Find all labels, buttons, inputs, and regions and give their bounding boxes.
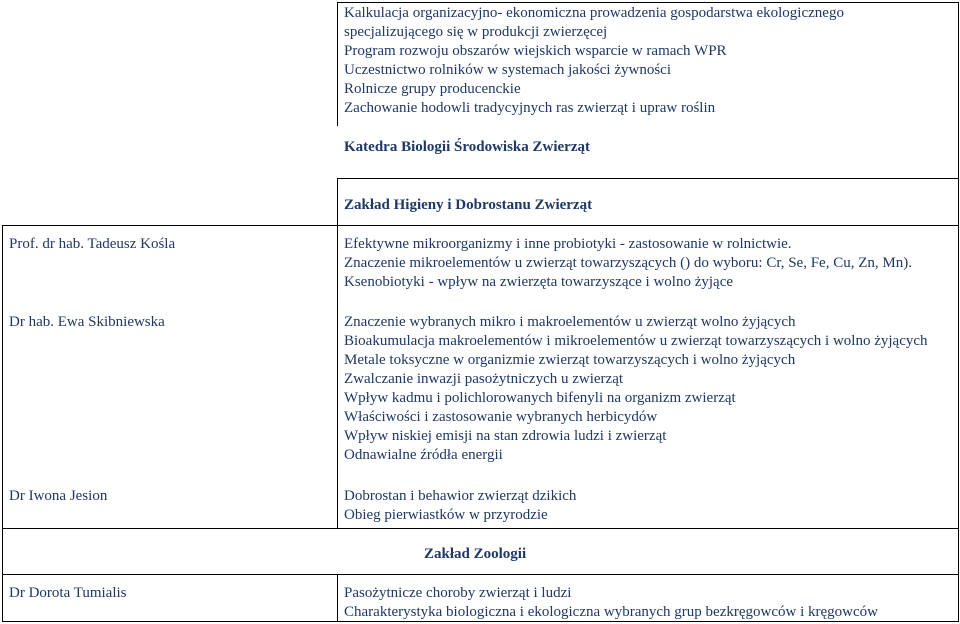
border-top-left: [337, 2, 338, 126]
list-item: Efektywne mikroorganizmy i inne probiotyki - zastosowanie w rolnictwie.: [344, 236, 792, 252]
topic-list-skibniewska: [344, 313, 952, 465]
list-item: Bioakumulacja makroelementów i mikroelementów u zwierząt towarzyszących i wolno żyjących: [344, 333, 928, 349]
list-item: Pasożytnicze choroby zwierząt i ludzi: [344, 585, 572, 601]
list-item: Obieg pierwiastków w przyrodzie: [344, 507, 548, 523]
list-item: Znaczenie mikroelementów u zwierząt towarzyszących () do wyboru: Cr, Se, Fe, Cu, Zn, Mn).: [344, 255, 912, 271]
list-item: Zachowanie hodowli tradycyjnych ras zwierząt i upraw roślin: [344, 100, 716, 116]
zaklad-zoologii-heading: Zakład Zoologii: [424, 546, 527, 562]
list-item: Wpływ kadmu i polichlorowanych bifenyli na organizm zwierząt: [344, 390, 736, 406]
border-katedra-bottom: [337, 178, 958, 179]
border-header-row-bottom: [2, 225, 958, 226]
list-item: Ksenobiotyki - wpływ na zwierzęta towarzyszące i wolno żyjące: [344, 274, 734, 290]
border-staff-bottom: [2, 528, 958, 529]
list-item: Rolnicze grupy producenckie: [344, 81, 521, 97]
list-item: specjalizującego się w produkcji zwierzęcej: [344, 24, 608, 40]
list-item: Metale toksyczne w organizmie zwierząt towarzyszących i wolno żyjących: [344, 352, 796, 368]
list-item: Program rozwoju obszarów wiejskich wsparcie w ramach WPR: [344, 43, 727, 59]
list-item: Zwalczanie inwazji pasożytniczych u zwierząt: [344, 371, 624, 387]
list-item: Kalkulacja organizacyjno- ekonomiczna prowadzenia gospodarstwa ekologicznego: [344, 5, 844, 21]
topic-list-tumialis: [344, 584, 956, 622]
border-left: [2, 225, 3, 622]
staff-name-skibniewska: Dr hab. Ewa Skibniewska: [9, 314, 165, 330]
topic-list-kosla: [344, 235, 952, 292]
staff-name-kosla: Prof. dr hab. Tadeusz Kośla: [9, 236, 176, 252]
list-item: Właściwości i zastosowanie wybranych herbicydów: [344, 409, 658, 425]
list-item: Uczestnictwo rolników w systemach jakości żywności: [344, 62, 672, 78]
border-column-divider: [337, 225, 338, 528]
list-item: Charakterystyka biologiczna i ekologiczna wybranych grup bezkręgowców i kręgowców: [344, 604, 878, 620]
border-top: [337, 2, 958, 3]
katedra-heading: Katedra Biologii Środowiska Zwierząt: [344, 139, 590, 155]
border-zoologia-header-bottom: [2, 574, 958, 575]
staff-name-tumialis: Dr Dorota Tumialis: [9, 585, 127, 601]
border-right: [958, 2, 959, 622]
zaklad-higieny-heading: Zakład Higieny i Dobrostanu Zwierząt: [344, 197, 593, 213]
border-column-divider-zoologia: [337, 574, 338, 622]
list-item: Znaczenie wybranych mikro i makroelementów u zwierząt wolno żyjących: [344, 314, 796, 330]
list-item: Wpływ niskiej emisji na stan zdrowia ludzi i zwierząt: [344, 428, 667, 444]
list-item: Odnawialne źródła energii: [344, 447, 503, 463]
staff-name-jesion: Dr Iwona Jesion: [9, 488, 108, 504]
topic-list-jesion: [344, 487, 952, 525]
border-katedra-left: [337, 178, 338, 225]
top-topic-list: [344, 4, 954, 118]
list-item: Dobrostan i behawior zwierząt dzikich: [344, 488, 577, 504]
